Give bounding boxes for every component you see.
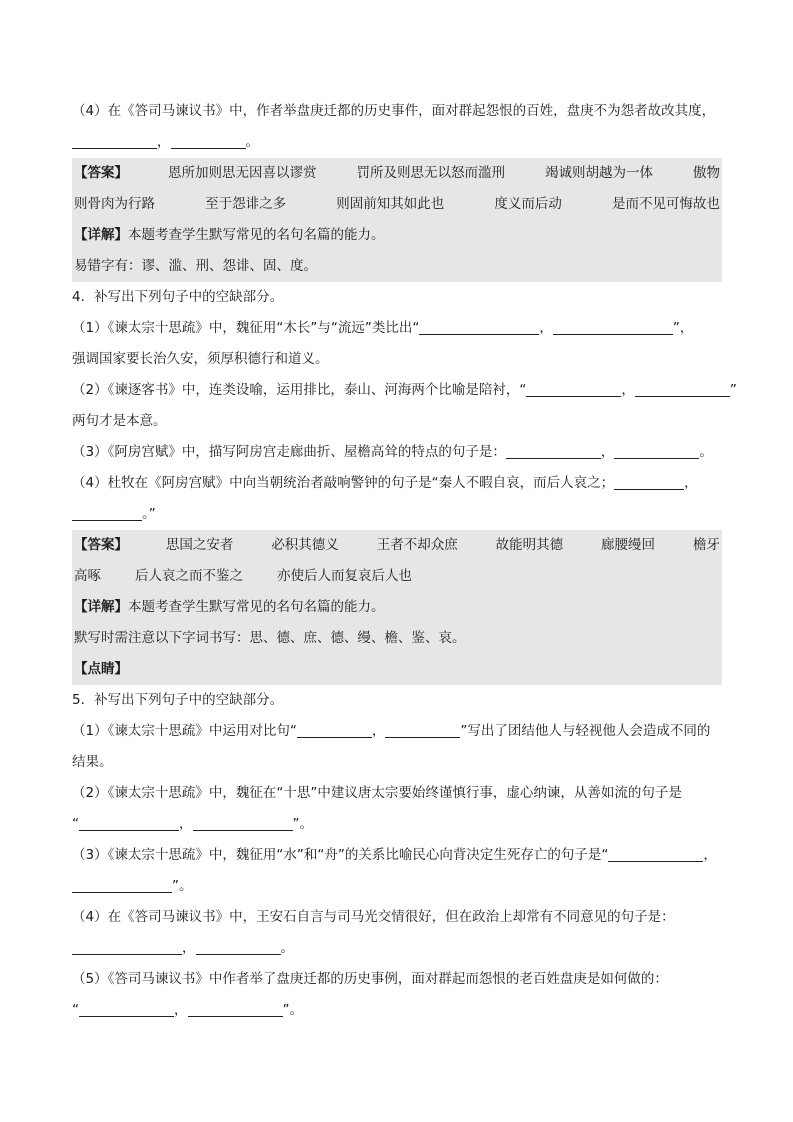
answer-blank[interactable] bbox=[72, 505, 142, 521]
q5-item1-cont: 结果。 bbox=[72, 754, 113, 770]
answer-block-4 bbox=[72, 530, 722, 685]
answer-blank[interactable] bbox=[79, 815, 179, 831]
answer-block-3 bbox=[72, 158, 722, 282]
q4-title: 4．补写出下列句子中的空缺部分。 bbox=[72, 289, 284, 305]
answer-blank[interactable] bbox=[79, 1001, 174, 1017]
q5-item5-cont: “ ， ”。 bbox=[72, 1002, 303, 1018]
answer-blank[interactable] bbox=[72, 877, 172, 893]
q4-item2: （2）《谏逐客书》中，连类设喻，运用排比，泰山、河海两个比喻是陪衬，“ ， ” bbox=[72, 382, 737, 398]
answer-blank[interactable] bbox=[171, 133, 246, 149]
q5-title: 5．补写出下列句子中的空缺部分。 bbox=[72, 692, 284, 708]
point-tag: 【点睛】 bbox=[74, 661, 128, 677]
answer-blank[interactable] bbox=[526, 381, 621, 397]
answer-blank[interactable] bbox=[297, 722, 372, 738]
q3-item4-blanks: ， 。 bbox=[72, 127, 722, 158]
detail-line: 【详解】本题考查学生默写常见的名句名篇的能力。 bbox=[74, 599, 385, 615]
answer-blank[interactable] bbox=[614, 443, 699, 459]
q5-item3: （3）《谏太宗十思疏》中，魏征用“水”和“舟”的关系比喻民心向背决定生死存亡的句子是“ ， bbox=[72, 847, 717, 863]
detail-line: 【详解】本题考查学生默写常见的名句名篇的能力。 bbox=[74, 227, 385, 243]
q4-item4-cont: 。” bbox=[72, 499, 722, 530]
q5-item1: （1）《谏太宗十思疏》中运用对比句“ ， ”写出了团结他人与轻视他人会造成不同的 bbox=[72, 723, 711, 739]
answer-row: 【答案】 思国之安者 必积其德义 王者不却众庶 故能明其德 廊腰缦回 檐牙 bbox=[74, 537, 720, 553]
answer-blank[interactable] bbox=[193, 815, 293, 831]
note-line: 易错字有：谬、滥、刑、怨诽、固、度。 bbox=[74, 258, 317, 274]
answer-blank[interactable] bbox=[72, 939, 182, 955]
answer-blank[interactable] bbox=[188, 1001, 283, 1017]
q4-item1: （1）《谏太宗十思疏》中，魏征用“木长”与“流远”类比出“ ， ”， bbox=[72, 320, 694, 336]
answer-blank[interactable] bbox=[419, 319, 539, 335]
answer-blank[interactable] bbox=[506, 443, 601, 459]
q5-item3-cont: ”。 bbox=[72, 871, 722, 902]
q5-item2: （2）《谏太宗十思疏》中，魏征在“十思”中建议唐太宗要始终谨慎行事，虚心纳谏，从善如流的句子是 bbox=[72, 785, 682, 801]
q5-item4: （4）在《答司马谏议书》中，王安石自言与司马光交情很好，但在政治上却常有不同意见的句子是： bbox=[72, 909, 675, 925]
q5-item5: （5）《答司马谏议书》中作者举了盘庚迁都的历史事例，面对群起而怨恨的老百姓盘庚是如何做的： bbox=[72, 971, 668, 987]
answer-blank[interactable] bbox=[196, 939, 281, 955]
answer-blank[interactable] bbox=[553, 319, 673, 335]
answer-blank[interactable] bbox=[385, 722, 460, 738]
q3-item4: （4）在《答司马谏议书》中，作者举盘庚迁都的历史事件，面对群起怨恨的百姓，盘庚不为怨者故改其度， bbox=[72, 103, 716, 119]
q4-item1-cont: 强调国家要长治久安，须厚积德行和道义。 bbox=[72, 351, 329, 367]
q4-item3: （3）《阿房宫赋》中，描写阿房宫走廊曲折、屋檐高耸的特点的句子是： ， 。 bbox=[72, 444, 713, 460]
answer-blank[interactable] bbox=[608, 846, 703, 862]
answer-row: 高啄 后人哀之而不鉴之 亦使后人而复哀后人也 bbox=[74, 568, 412, 584]
q4-item2-cont: 两句才是本意。 bbox=[72, 413, 167, 429]
note-line: 默写时需注意以下字词书写：思、德、庶、德、缦、檐、鉴、哀。 bbox=[74, 630, 466, 646]
answer-row: 【答案】 恩所加则思无因喜以谬赏 罚所及则思无以怒而滥刑 竭诚则胡越为一体 傲物 bbox=[74, 165, 720, 181]
answer-blank[interactable] bbox=[635, 381, 730, 397]
answer-blank[interactable] bbox=[72, 133, 157, 149]
q5-item2-cont: “ ， ”。 bbox=[72, 816, 313, 832]
answer-row: 则骨肉为行路 至于怨诽之多 则固前知其如此也 度义而后动 是而不见可悔故也 bbox=[74, 196, 720, 212]
q4-item4: （4）杜牧在《阿房宫赋》中向当朝统治者敲响警钟的句子是“秦人不暇自哀，而后人哀之； ， bbox=[72, 475, 698, 491]
q5-item4-cont: ， 。 bbox=[72, 933, 722, 964]
document-page bbox=[72, 96, 737, 1026]
answer-blank[interactable] bbox=[614, 474, 684, 490]
